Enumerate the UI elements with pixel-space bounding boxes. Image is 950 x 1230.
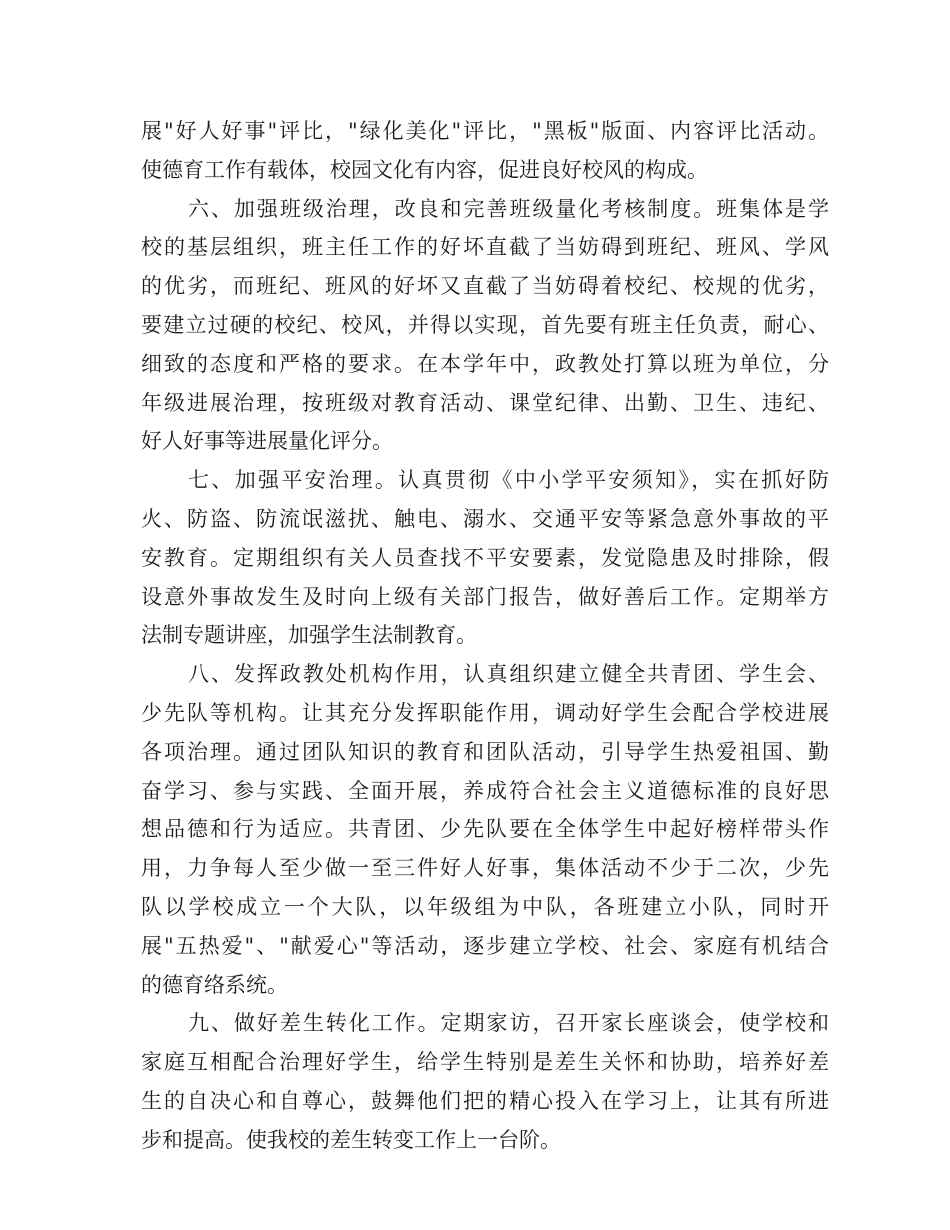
text-line: 展"五热爱"、"献爱心"等活动，逐步建立学校、社会、家庭有机结合: [141, 933, 829, 958]
paragraph-7-first-line: 七、加强平安治理。认真贯彻《中小学平安须知》，实在抓好防: [188, 468, 829, 493]
text-line: 的德育络系统。: [141, 972, 288, 997]
paragraph-8-first-line: 八、发挥政教处机构作用，认真组织建立健全共青团、学生会、: [188, 662, 829, 687]
text-line: 安教育。定期组织有关人员查找不平安要素，发觉隐患及时排除，假: [141, 545, 829, 570]
document-page: [141, 112, 829, 1160]
text-line: 火、防盗、防流氓滋扰、触电、溺水、交通平安等紧急意外事故的平: [141, 506, 829, 531]
text-line: 生的自决心和自尊心，鼓舞他们把的精心投入在学习上，让其有所进: [141, 1088, 829, 1113]
text-line: 少先队等机构。让其充分发挥职能作用，调动好学生会配合学校进展: [141, 700, 829, 725]
text-line: 各项治理。通过团队知识的教育和团队活动，引导学生热爱祖国、勤: [141, 739, 829, 764]
paragraph-6-first-line: 六、加强班级治理，改良和完善班级量化考核制度。班集体是学: [188, 196, 829, 221]
text-line: 法制专题讲座，加强学生法制教育。: [141, 623, 477, 648]
text-line: 队以学校成立一个大队，以年级组为中队，各班建立小队，同时开: [141, 894, 829, 919]
text-line: 想品德和行为适应。共青团、少先队要在全体学生中起好榜样带头作: [141, 817, 829, 842]
text-line: 步和提高。使我校的差生转变工作上一台阶。: [141, 1127, 561, 1152]
text-line: 展"好人好事"评比，"绿化美化"评比，"黑板"版面、内容评比活动。: [141, 119, 829, 143]
paragraph-9-first-line: 九、做好差生转化工作。定期家访，召开家长座谈会，使学校和: [188, 1011, 829, 1036]
text-line: 奋学习、参与实践、全面开展，养成符合社会主义道德标准的良好思: [141, 778, 829, 803]
text-line: 设意外事故发生及时向上级有关部门报告，做好善后工作。定期举方: [141, 584, 829, 609]
text-line: 使德育工作有载体，校园文化有内容，促进良好校风的构成。: [141, 157, 708, 182]
text-line: 的优劣，而班纪、班风的好坏又直截了当妨碍着校纪、校规的优劣，: [141, 274, 829, 299]
text-line: 细致的态度和严格的要求。在本学年中，政教处打算以班为单位，分: [141, 351, 829, 376]
text-line: 年级进展治理，按班级对教育活动、课堂纪律、出勤、卫生、违纪、: [141, 390, 829, 415]
text-line: 校的基层组织，班主任工作的好坏直截了当妨碍到班纪、班风、学风: [141, 235, 829, 260]
text-line: 好人好事等进展量化评分。: [141, 429, 393, 454]
text-line: 要建立过硬的校纪、校风，并得以实现，首先要有班主任负责，耐心、: [141, 312, 829, 337]
text-line: 家庭互相配合治理好学生，给学生特别是差生关怀和协助，培养好差: [141, 1050, 829, 1075]
text-line: 用，力争每人至少做一至三件好人好事，集体活动不少于二次，少先: [141, 856, 829, 881]
